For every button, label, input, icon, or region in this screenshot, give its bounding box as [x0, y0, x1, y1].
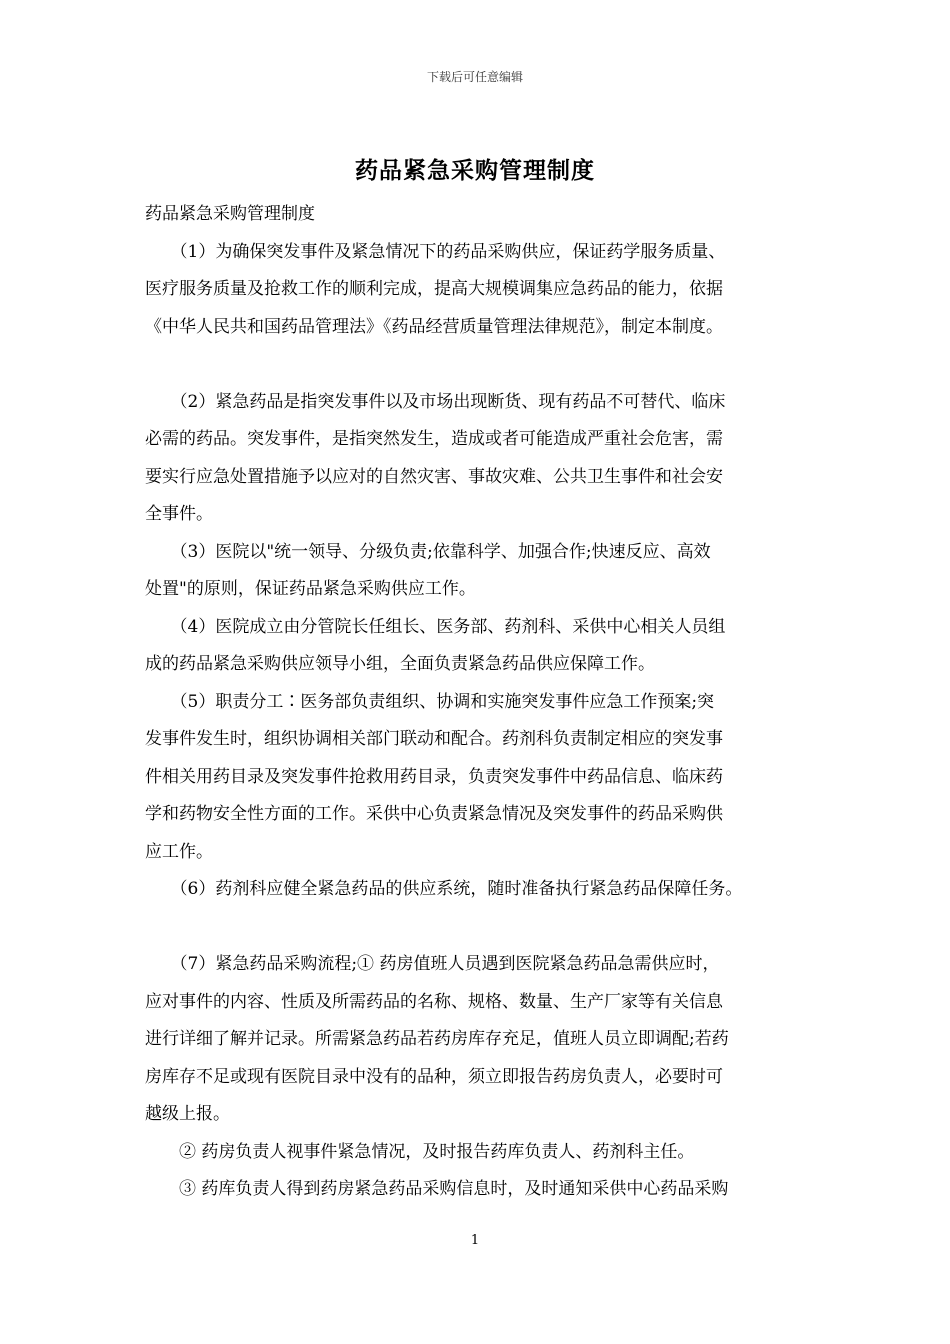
document-title: 药品紧急采购管理制度 — [355, 157, 595, 184]
text-line: 全事件。 — [145, 504, 213, 524]
text-line: 处置"的原则，保证药品紧急采购供应工作。 — [145, 579, 476, 599]
text-line: 件相关用药目录及突发事件抢救用药目录，负责突发事件中药品信息、临床药 — [145, 766, 723, 787]
text-line: 医疗服务质量及抢救工作的顺利完成，提高大规模调集应急药品的能力，依据 — [145, 279, 723, 299]
text-line: （3）医院以"统一领导、分级负责;依靠科学、加强合作;快速反应、高效 — [145, 541, 711, 562]
page-number: 1 — [470, 1233, 480, 1248]
text-line: （4）医院成立由分管院长任组长、医务部、药剂科、采供中心相关人员组 — [145, 616, 726, 637]
text-line: 必需的药品。突发事件，是指突然发生，造成或者可能造成严重社会危害，需 — [145, 429, 723, 449]
text-line: 越级上报。 — [145, 1104, 230, 1124]
text-line: 学和药物安全性方面的工作。采供中心负责紧急情况及突发事件的药品采购供 — [145, 804, 723, 824]
header-note: 下载后可任意编辑 — [426, 70, 523, 84]
text-line: （2）紧急药品是指突发事件以及市场出现断货、现有药品不可替代、临床 — [145, 391, 726, 412]
text-line: 《中华人民共和国药品管理法》《药品经营质量管理法律规范》，制定本制度。 — [145, 316, 723, 337]
document-body — [145, 196, 811, 1209]
text-line: 发事件发生时，组织协调相关部门联动和配合。药剂科负责制定相应的突发事 — [145, 729, 723, 749]
text-line: 应工作。 — [145, 841, 213, 862]
text-line: （7）紧急药品采购流程;① 药房值班人员遇到医院紧急药品急需供应时， — [145, 954, 720, 974]
text-line: （1）为确保突发事件及紧急情况下的药品采购供应，保证药学服务质量、 — [145, 241, 726, 262]
text-line: ③ 药库负责人得到药房紧急药品采购信息时，及时通知采供中心药品采购 — [145, 1179, 729, 1199]
text-line: 房库存不足或现有医院目录中没有的品种，须立即报告药房负责人，必要时可 — [145, 1066, 723, 1087]
text-line: 要实行应急处置措施予以应对的自然灾害、事故灾难、公共卫生事件和社会安 — [145, 466, 723, 487]
text-line: 应对事件的内容、性质及所需药品的名称、规格、数量、生产厂家等有关信息 — [145, 991, 723, 1012]
text-line: 药品紧急采购管理制度 — [145, 204, 315, 224]
text-line: ② 药房负责人视事件紧急情况，及时报告药库负责人、药剂科主任。 — [145, 1141, 695, 1162]
text-line: 进行详细了解并记录。所需紧急药品若药房库存充足，值班人员立即调配;若药 — [145, 1029, 729, 1049]
text-line: （6）药剂科应健全紧急药品的供应系统，随时准备执行紧急药品保障任务。 — [145, 879, 743, 899]
text-line: 成的药品紧急采购供应领导小组，全面负责紧急药品供应保障工作。 — [145, 654, 655, 674]
blank-line — [145, 346, 811, 384]
text-line: （5）职责分工∶医务部负责组织、协调和实施突发事件应急工作预案;突 — [145, 691, 715, 712]
blank-line — [145, 909, 811, 947]
